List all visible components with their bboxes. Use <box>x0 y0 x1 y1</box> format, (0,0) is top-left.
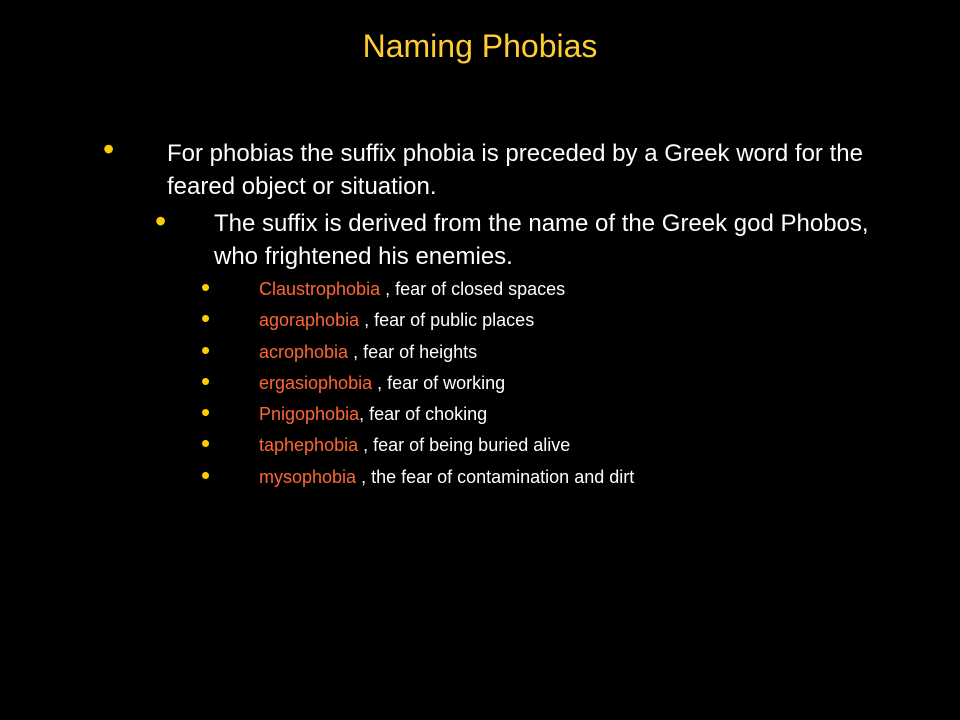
bullet-dot-icon: • <box>201 272 211 302</box>
phobia-term: Claustrophobia <box>259 279 381 299</box>
phobia-term: taphephobia <box>259 435 359 456</box>
phobia-line <box>259 404 487 425</box>
phobia-line <box>259 373 505 394</box>
phobia-term: agoraphobia <box>259 310 360 331</box>
bullet-dot-icon: • <box>155 203 167 239</box>
phobia-line <box>259 467 634 488</box>
list-item <box>0 459 960 496</box>
bullet-dot-icon: • <box>201 334 211 365</box>
phobia-description: , fear of being buried alive <box>358 435 571 456</box>
bullet-dot-icon: • <box>201 459 211 490</box>
bullet-dot-icon: • <box>201 365 211 396</box>
list-item <box>0 334 960 371</box>
bullet-dot-icon: • <box>201 428 211 459</box>
phobia-description: , fear of choking <box>359 404 488 425</box>
phobia-line <box>259 342 477 363</box>
phobia-term: acrophobia <box>259 341 349 362</box>
phobia-description: , fear of public places <box>359 310 535 331</box>
phobia-list <box>0 272 960 496</box>
list-item <box>0 428 960 464</box>
bullet-level2-text: The suffix is derived from the name of the Greek god Phobos, who frightened his enemies. <box>214 210 869 270</box>
list-item <box>0 272 960 308</box>
list-item <box>0 397 960 433</box>
slide-title: Naming Phobias <box>362 28 598 64</box>
bullet-dot-icon: • <box>103 131 115 167</box>
list-item <box>0 365 960 402</box>
phobia-description: , fear of heights <box>348 341 478 362</box>
list-item <box>0 303 960 339</box>
phobia-description: , fear of working <box>372 372 506 393</box>
phobia-description: , the fear of contamination and dirt <box>356 466 635 487</box>
phobia-line <box>259 435 570 456</box>
phobia-line <box>259 279 565 300</box>
phobia-term: ergasiophobia <box>259 372 373 393</box>
phobia-term: mysophobia <box>259 466 357 487</box>
bullet-dot-icon: • <box>201 303 211 334</box>
bullet-dot-icon: • <box>201 397 211 428</box>
bullet-level1-text: For phobias the suffix phobia is preceded by a Greek word for the feared object or situation. <box>167 140 863 200</box>
phobia-description: , fear of closed spaces <box>380 279 566 299</box>
phobia-line <box>259 310 534 331</box>
phobia-term: Pnigophobia <box>259 404 360 425</box>
